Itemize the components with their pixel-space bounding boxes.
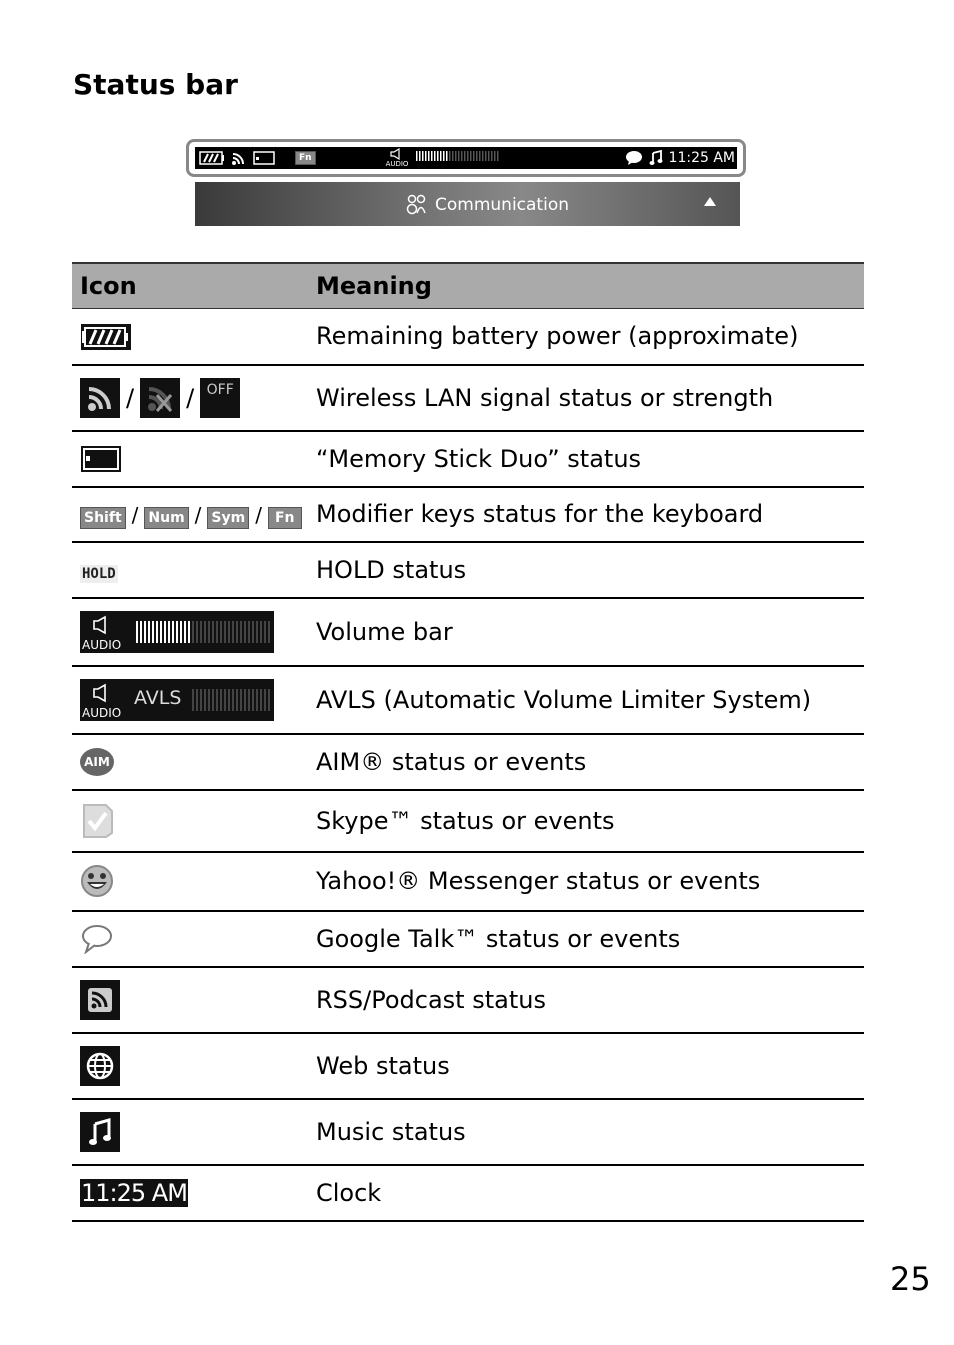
memory-stick-icon <box>80 445 122 473</box>
table-header-row <box>72 263 864 309</box>
status-bar <box>195 147 737 169</box>
expand-up-icon[interactable] <box>704 197 716 206</box>
clock-icon: 11:25 AM <box>81 1178 187 1207</box>
audio-label: AUDIO <box>82 637 122 652</box>
separator: / <box>186 383 195 412</box>
audio-label: AUDIO <box>385 160 409 168</box>
speaker-icon <box>92 681 112 709</box>
hold-icon: HOLD <box>82 565 116 582</box>
table-row <box>72 852 864 911</box>
meaning-cell: Web status <box>316 1033 864 1099</box>
table-row <box>72 734 864 790</box>
avls-label: AVLS <box>134 686 182 709</box>
table-row <box>72 542 864 598</box>
meaning-cell: AVLS (Automatic Volume Limiter System) <box>316 666 864 734</box>
battery-icon <box>80 323 132 351</box>
table-row <box>72 790 864 852</box>
wlan-off-indicator: OFF <box>200 378 240 418</box>
status-icon-table <box>72 262 864 1222</box>
meaning-cell: Volume bar <box>316 598 864 666</box>
meaning-cell: Music status <box>316 1099 864 1165</box>
globe-icon <box>80 1046 120 1086</box>
table-row <box>72 1033 864 1099</box>
fn-key-indicator: Fn <box>295 151 316 165</box>
status-bar-illustration <box>186 139 746 177</box>
audio-label: AUDIO <box>82 705 122 720</box>
fn-key-icon: Fn <box>268 507 302 529</box>
aim-icon: AIM <box>80 748 114 776</box>
memory-stick-icon <box>253 151 275 165</box>
header-meaning: Meaning <box>316 263 864 309</box>
header-icon: Icon <box>72 263 316 309</box>
avls-icon <box>80 679 274 721</box>
speaker-icon <box>92 613 112 641</box>
table-row <box>72 598 864 666</box>
meaning-cell: Remaining battery power (approximate) <box>316 309 864 365</box>
table-row <box>72 365 864 431</box>
meaning-cell: Modifier keys status for the keyboard <box>316 487 864 542</box>
meaning-cell: Skype™ status or events <box>316 790 864 852</box>
battery-icon <box>199 151 225 165</box>
table-row <box>72 431 864 487</box>
table-row <box>72 911 864 967</box>
google-talk-icon <box>80 924 114 954</box>
communication-bar[interactable] <box>195 182 740 226</box>
table-row <box>72 666 864 734</box>
music-note-icon <box>80 1112 120 1152</box>
page-number: 25 <box>890 1260 931 1298</box>
sym-key-icon: Sym <box>207 507 249 529</box>
table-row <box>72 309 864 365</box>
page-title: Status bar <box>73 68 238 101</box>
communication-label: Communication <box>435 195 569 215</box>
meaning-cell: Wireless LAN signal status or strength <box>316 365 864 431</box>
meaning-cell: HOLD status <box>316 542 864 598</box>
separator: / <box>255 503 262 527</box>
meaning-cell: RSS/Podcast status <box>316 967 864 1033</box>
wifi-icon <box>231 150 247 166</box>
separator: / <box>194 503 202 527</box>
speaker-icon <box>390 148 404 160</box>
music-note-icon <box>649 150 663 166</box>
chat-bubble-icon <box>625 150 643 166</box>
wifi-off-icon <box>140 378 180 418</box>
wifi-icon <box>80 378 120 418</box>
meaning-cell: Clock <box>316 1165 864 1221</box>
meaning-cell: Yahoo!® Messenger status or events <box>316 852 864 911</box>
separator: / <box>131 503 139 527</box>
table-row <box>72 1099 864 1165</box>
shift-key-icon: Shift <box>80 507 126 529</box>
skype-icon <box>80 803 114 839</box>
meaning-cell: Google Talk™ status or events <box>316 911 864 967</box>
status-bar-clock: 11:25 AM <box>668 150 735 166</box>
contacts-icon <box>405 194 427 216</box>
separator: / <box>126 383 135 412</box>
table-row <box>72 487 864 542</box>
table-row <box>72 1165 864 1221</box>
volume-bar <box>416 150 500 166</box>
meaning-cell: “Memory Stick Duo” status <box>316 431 864 487</box>
meaning-cell: AIM® status or events <box>316 734 864 790</box>
rss-icon <box>80 980 120 1020</box>
volume-bar-icon <box>80 611 274 653</box>
num-key-icon: Num <box>144 507 188 529</box>
table-row <box>72 967 864 1033</box>
yahoo-icon <box>80 864 114 898</box>
